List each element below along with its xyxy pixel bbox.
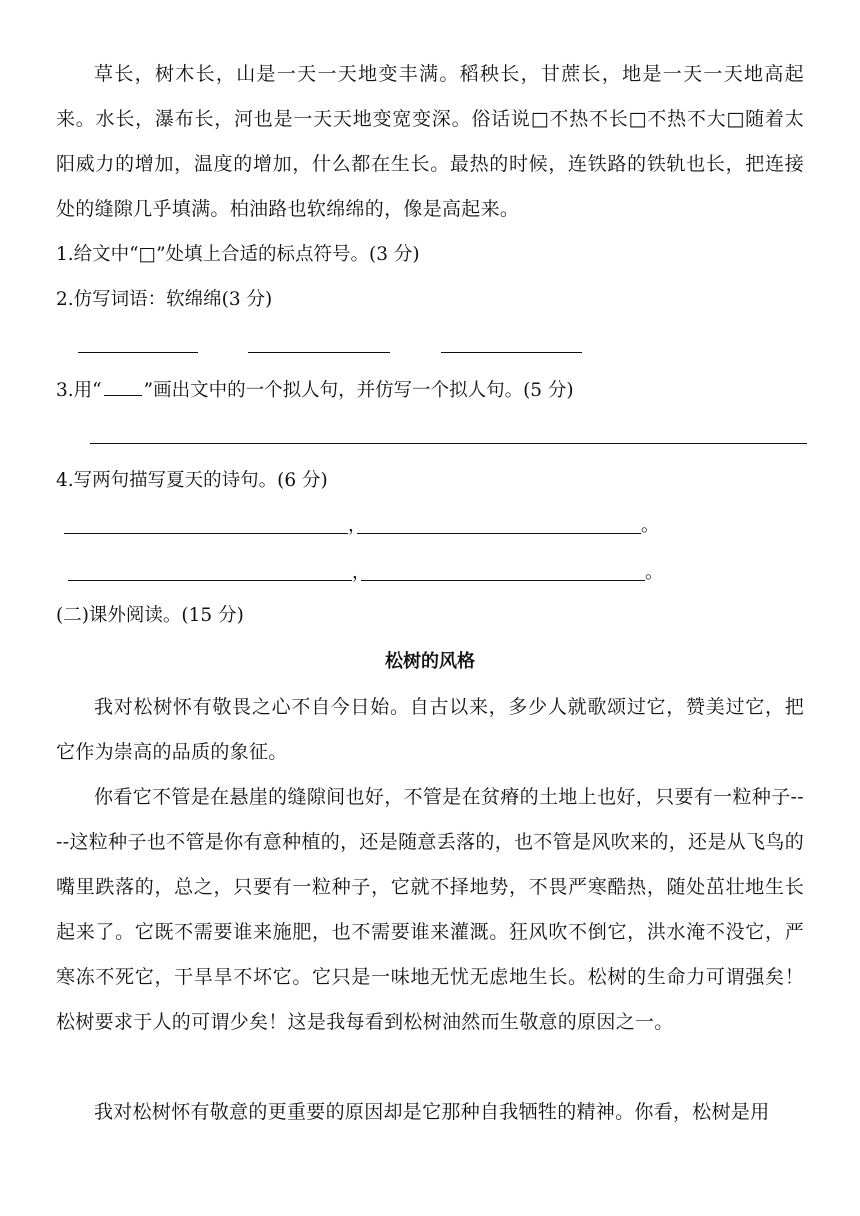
poem-comma-1: ，	[348, 515, 366, 536]
poem-comma-2: ，	[352, 562, 370, 583]
poem-period-2: 。	[645, 562, 663, 583]
poem-line-1b[interactable]	[357, 533, 641, 534]
poem-line-1a[interactable]	[64, 533, 348, 534]
poem-line-2b[interactable]	[361, 580, 645, 581]
passage-paragraph: 草长，树木长，山是一天一天地变丰满。稻秧长，甘蔗长，地是一天一天地高起来。水长，瀑布长，河也是一天天地变宽变深。俗话说□不热不长□不热不大□随着太阳威力的增加，温度的增加，什么都在生长。最热的时候，连铁路的铁轨也长，把连接处的缝隙几乎填满。柏油路也软绵绵的，像是高起来。	[56, 63, 804, 220]
article-paragraph-2: 你看它不管是在悬崖的缝隙间也好，不管是在贫瘠的土地上也好，只要有一粒种子----这粒种子也不管是你有意种植的，还是随意丢落的，也不管是风吹来的，还是从飞鸟的嘴里跌落的，总之，只要有一粒种子，它就不择地势，不畏严寒酷热，随处茁壮地生长起来了。它既不需要谁来施肥，也不需要谁来灌溉。狂风吹不倒它，洪水淹不没它，严寒冻不死它，干旱旱不坏它。它只是一味地无忧无虑地生长。松树的生命力可谓强矣！松树要求于人的可谓少矣！这是我每看到松树油然而生敬意的原因之一。	[56, 786, 804, 1033]
article-paragraph-3: 我对松树怀有敬意的更重要的原因却是它那种自我牺牲的精神。你看，松树是用	[94, 1101, 770, 1123]
question-1: 1.给文中“□”处填上合适的标点符号。(3 分)	[56, 244, 420, 265]
question-3-suffix: ”画出文中的一个拟人句，并仿写一个拟人句。(5 分)	[143, 380, 574, 401]
answer-line-3[interactable]	[90, 443, 807, 444]
answer-blank-2b[interactable]	[248, 352, 390, 353]
poem-line-2a[interactable]	[68, 580, 352, 581]
question-2: 2.仿写词语：软绵绵(3 分)	[56, 289, 273, 310]
article-title: 松树的风格	[385, 651, 475, 672]
poem-period-1: 。	[641, 515, 659, 536]
question-4: 4.写两句描写夏天的诗句。(6 分)	[56, 470, 328, 491]
answer-blank-2c[interactable]	[441, 352, 582, 353]
section-2-heading: (二)课外阅读。(15 分)	[56, 605, 244, 626]
article-paragraph-1: 我对松树怀有敬畏之心不自今日始。自古以来，多少人就歌颂过它，赞美过它，把它作为崇高的品质的象征。	[56, 696, 804, 763]
answer-blank-2a[interactable]	[78, 352, 198, 353]
question-3	[56, 376, 574, 406]
underline-sample	[104, 381, 142, 396]
question-3-prefix: 3.用“	[56, 380, 102, 401]
